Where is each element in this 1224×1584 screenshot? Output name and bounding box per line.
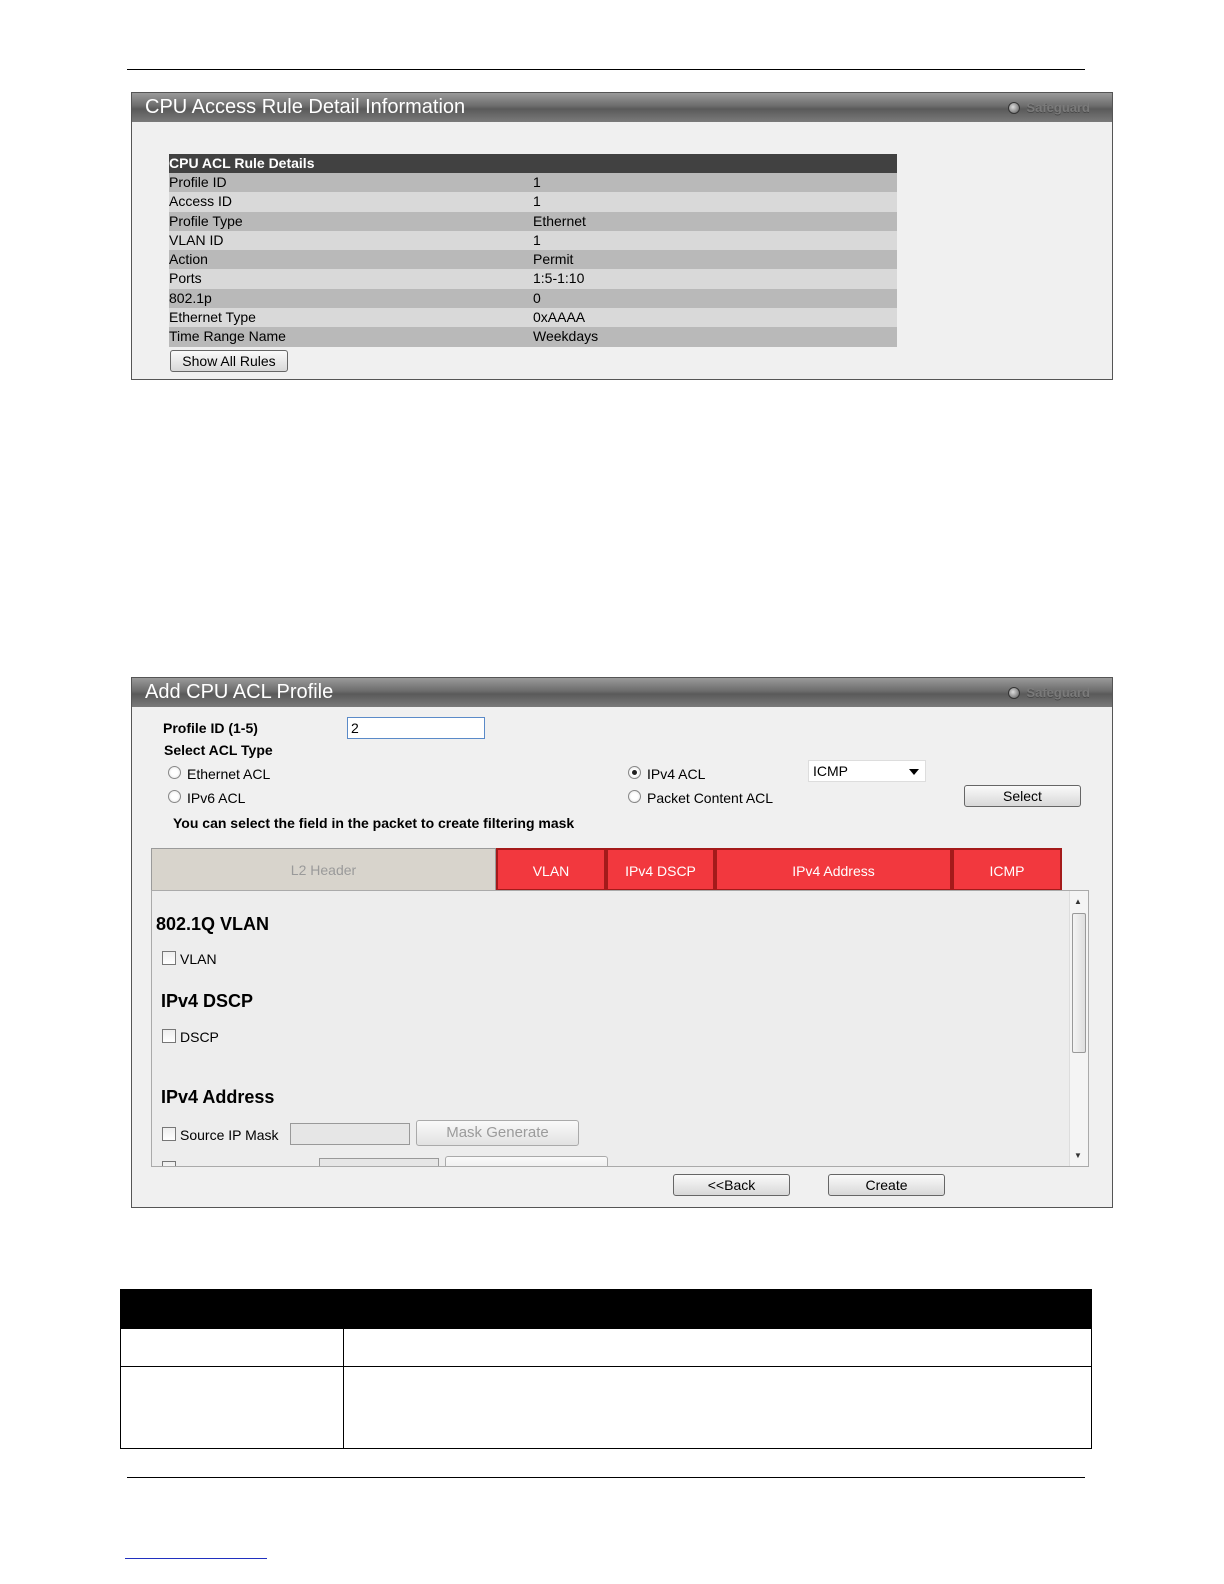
dscp-checkbox[interactable] [162, 1029, 176, 1043]
row-key: Profile ID [169, 174, 227, 190]
profile-id-input[interactable] [347, 717, 485, 739]
row-key: Access ID [169, 193, 233, 210]
row-value: Ethernet [533, 212, 586, 229]
vertical-scrollbar[interactable] [1069, 891, 1088, 1166]
table-row [169, 192, 897, 211]
ethernet-acl-label: Ethernet ACL [187, 766, 271, 782]
tab-icmp[interactable]: ICMP [952, 848, 1062, 891]
destination-mask-generate-button[interactable] [445, 1156, 608, 1167]
back-button[interactable]: <<Back [673, 1174, 790, 1196]
row-key: Time Range Name [169, 328, 286, 345]
ipv4-address-section-title: IPv4 Address [161, 1087, 275, 1107]
table-row [169, 308, 897, 327]
table-row [169, 269, 897, 288]
table-row [169, 231, 897, 250]
mask-generate-button[interactable]: Mask Generate [416, 1120, 579, 1146]
panel-title-text: CPU Access Rule Detail Information [145, 96, 466, 118]
row-key: 802.1p [169, 289, 212, 306]
safeguard-icon [1008, 687, 1020, 699]
filter-mask-hint: You can select the field in the packet to create filtering mask [173, 815, 575, 831]
safeguard-indicator [1008, 685, 1090, 701]
table-row [169, 212, 897, 231]
tab-vlan[interactable]: VLAN [496, 848, 606, 891]
row-value: Permit [533, 251, 574, 268]
panel-title-text: Add CPU ACL Profile [145, 681, 334, 703]
table-row [169, 327, 897, 346]
table-row [169, 250, 897, 269]
source-ip-mask-label: Source IP Mask [180, 1127, 279, 1143]
panel-title [132, 678, 1112, 707]
row-key: Ports [169, 270, 202, 287]
chevron-down-icon [909, 769, 919, 775]
ipv4-protocol-value: ICMP [813, 763, 848, 779]
rule-detail-panel [131, 92, 1113, 380]
footer-link-underline [125, 1558, 267, 1559]
field-scroll-area[interactable] [151, 890, 1089, 1167]
row-value: 1 [533, 193, 541, 210]
row-value: 1 [533, 231, 541, 248]
table-row [169, 289, 897, 308]
add-profile-panel [131, 677, 1113, 1208]
row-value: 0 [533, 289, 541, 306]
destination-ip-mask-input[interactable] [319, 1158, 439, 1167]
top-rule [127, 69, 1085, 70]
ipv6-acl-radio[interactable] [168, 790, 181, 803]
row-key: Profile Type [169, 212, 243, 229]
table-header: CPU ACL Rule Details [169, 154, 897, 173]
row-key: Action [169, 251, 208, 268]
ipv6-acl-label: IPv6 ACL [187, 790, 246, 806]
select-acl-type-label: Select ACL Type [164, 742, 273, 758]
vlan-checkbox-label: VLAN [180, 951, 217, 967]
show-all-rules-button[interactable]: Show All Rules [170, 350, 288, 372]
rule-details-table [169, 154, 897, 347]
ipv4-protocol-select[interactable] [808, 760, 926, 782]
table-header-bar [121, 1290, 1091, 1329]
row-value: 1:5-1:10 [533, 270, 585, 287]
destination-ip-mask-checkbox[interactable] [162, 1161, 176, 1167]
ipv4-acl-label: IPv4 ACL [647, 766, 706, 782]
column-divider [343, 1329, 344, 1448]
scroll-up-icon[interactable]: ▲ [1074, 897, 1082, 906]
table-row [121, 1329, 1091, 1367]
row-key: Ethernet Type [169, 309, 256, 326]
safeguard-label: Safeguard [1026, 100, 1090, 115]
tab-ipv4-address[interactable]: IPv4 Address [715, 848, 952, 891]
safeguard-icon [1008, 102, 1020, 114]
packet-content-acl-radio[interactable] [628, 790, 641, 803]
create-button[interactable]: Create [828, 1174, 945, 1196]
table-row [169, 173, 897, 192]
tab-l2-header[interactable]: L2 Header [151, 848, 496, 891]
row-value: 0xAAAA [533, 309, 586, 326]
row-value: 1 [533, 174, 541, 190]
row-value: Weekdays [533, 328, 599, 345]
bottom-rule [127, 1477, 1085, 1478]
source-ip-mask-input[interactable] [290, 1123, 410, 1145]
dscp-checkbox-label: DSCP [180, 1029, 219, 1045]
select-button[interactable]: Select [964, 785, 1081, 807]
vlan-checkbox[interactable] [162, 951, 176, 965]
source-ip-mask-checkbox[interactable] [162, 1127, 176, 1141]
ipv4-acl-radio[interactable] [628, 766, 641, 779]
scroll-thumb[interactable] [1072, 913, 1086, 1053]
packet-content-acl-label: Packet Content ACL [647, 790, 774, 806]
dscp-section-title: IPv4 DSCP [161, 991, 254, 1011]
ethernet-acl-radio[interactable] [168, 766, 181, 779]
row-key: VLAN ID [169, 231, 224, 248]
safeguard-label: Safeguard [1026, 685, 1090, 700]
parameter-table [120, 1289, 1092, 1449]
profile-id-label: Profile ID (1-5) [163, 720, 258, 736]
panel-title [132, 93, 1112, 122]
scroll-down-icon[interactable]: ▼ [1074, 1151, 1082, 1160]
tab-ipv4-dscp[interactable]: IPv4 DSCP [606, 848, 715, 891]
vlan-section-title: 802.1Q VLAN [156, 914, 270, 934]
safeguard-indicator [1008, 100, 1090, 116]
